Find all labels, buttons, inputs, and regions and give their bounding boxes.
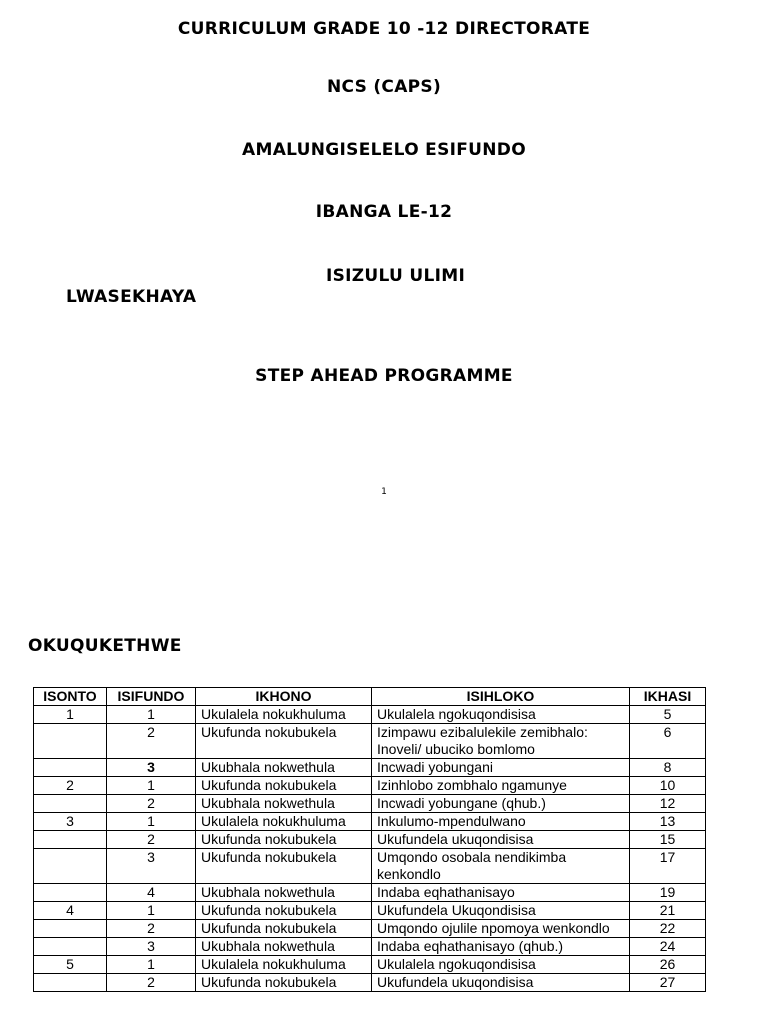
cell-isifundo: 3 bbox=[107, 759, 196, 777]
table-row bbox=[34, 884, 706, 902]
toc-heading: OKUQUKETHWE bbox=[28, 636, 182, 656]
table-row bbox=[34, 813, 706, 831]
cell-isihloko: Umqondo osobala nendikimba kenkondlo bbox=[372, 849, 630, 884]
cell-ikhono: Ukubhala nokwethula bbox=[196, 884, 372, 902]
cell-isonto bbox=[34, 795, 107, 813]
cell-ikhono: Ukulalela nokukhuluma bbox=[196, 813, 372, 831]
cell-isifundo: 1 bbox=[107, 777, 196, 795]
cell-isifundo: 1 bbox=[107, 902, 196, 920]
cell-ikhasi: 27 bbox=[630, 974, 706, 992]
table-row bbox=[34, 849, 706, 884]
cell-isonto: 3 bbox=[34, 813, 107, 831]
cell-isonto bbox=[34, 831, 107, 849]
cell-isifundo: 2 bbox=[107, 831, 196, 849]
title-step-ahead: STEP AHEAD PROGRAMME bbox=[255, 366, 513, 386]
cell-isifundo: 1 bbox=[107, 813, 196, 831]
cell-isonto: 5 bbox=[34, 956, 107, 974]
cell-ikhasi: 22 bbox=[630, 920, 706, 938]
cell-ikhasi: 26 bbox=[630, 956, 706, 974]
cell-ikhasi: 17 bbox=[630, 849, 706, 884]
col-header-isonto: ISONTO bbox=[34, 688, 107, 706]
cell-ikhasi: 12 bbox=[630, 795, 706, 813]
cell-isifundo: 4 bbox=[107, 884, 196, 902]
cell-isihloko: Umqondo ojulile npomoya wenkondlo bbox=[372, 920, 630, 938]
cell-ikhono: Ukubhala nokwethula bbox=[196, 938, 372, 956]
cell-isonto: 2 bbox=[34, 777, 107, 795]
cell-isifundo: 3 bbox=[107, 938, 196, 956]
cell-isihloko: Inkulumo-mpendulwano bbox=[372, 813, 630, 831]
cell-ikhono: Ukufunda nokubukela bbox=[196, 902, 372, 920]
cell-isonto: 1 bbox=[34, 706, 107, 724]
col-header-ikhasi: IKHASI bbox=[630, 688, 706, 706]
cell-ikhasi: 19 bbox=[630, 884, 706, 902]
title-amalungiselelo: AMALUNGISELELO ESIFUNDO bbox=[242, 140, 526, 160]
cell-isihloko: Ukufundela ukuqondisisa bbox=[372, 831, 630, 849]
cell-ikhono: Ukubhala nokwethula bbox=[196, 795, 372, 813]
table-row bbox=[34, 956, 706, 974]
cell-isihloko: Izimpawu ezibalulekile zemibhalo: Inoveli/ ubuciko bomlomo bbox=[372, 724, 630, 759]
cell-ikhono: Ukulalela nokukhuluma bbox=[196, 706, 372, 724]
cell-ikhono: Ukufunda nokubukela bbox=[196, 724, 372, 759]
cell-isihloko: Incwadi yobungane (qhub.) bbox=[372, 795, 630, 813]
table-row bbox=[34, 795, 706, 813]
title-ncs-caps: NCS (CAPS) bbox=[326, 77, 442, 97]
title-ibanga: IBANGA LE-12 bbox=[315, 202, 453, 222]
table-row bbox=[34, 777, 706, 795]
page-number: 1 bbox=[381, 487, 387, 497]
cell-ikhono: Ukufunda nokubukela bbox=[196, 974, 372, 992]
table-row bbox=[34, 974, 706, 992]
cell-isifundo: 2 bbox=[107, 795, 196, 813]
cell-ikhono: Ukubhala nokwethula bbox=[196, 759, 372, 777]
cell-ikhasi: 8 bbox=[630, 759, 706, 777]
cell-ikhasi: 24 bbox=[630, 938, 706, 956]
table-row bbox=[34, 706, 706, 724]
cell-ikhasi: 6 bbox=[630, 724, 706, 759]
table-row bbox=[34, 724, 706, 759]
cell-isonto bbox=[34, 759, 107, 777]
col-header-isifundo: ISIFUNDO bbox=[107, 688, 196, 706]
cell-isihloko: Indaba eqhathanisayo bbox=[372, 884, 630, 902]
cell-isifundo: 1 bbox=[107, 706, 196, 724]
title-lwasekhaya: LWASEKHAYA bbox=[66, 287, 197, 307]
col-header-ikhono: IKHONO bbox=[196, 688, 372, 706]
cell-isifundo: 1 bbox=[107, 956, 196, 974]
cell-isonto: 4 bbox=[34, 902, 107, 920]
cell-ikhasi: 15 bbox=[630, 831, 706, 849]
cell-isihloko: Incwadi yobungani bbox=[372, 759, 630, 777]
cell-ikhasi: 10 bbox=[630, 777, 706, 795]
table-row bbox=[34, 831, 706, 849]
cell-ikhasi: 13 bbox=[630, 813, 706, 831]
cell-ikhasi: 5 bbox=[630, 706, 706, 724]
cell-isifundo: 3 bbox=[107, 849, 196, 884]
title-isizulu: ISIZULU ULIMI bbox=[326, 266, 466, 286]
cell-ikhasi: 21 bbox=[630, 902, 706, 920]
cell-isonto bbox=[34, 920, 107, 938]
table-row bbox=[34, 902, 706, 920]
cell-ikhono: Ukufunda nokubukela bbox=[196, 849, 372, 884]
cell-isihloko: Ukufundela Ukuqondisisa bbox=[372, 902, 630, 920]
cell-isonto bbox=[34, 884, 107, 902]
table-row bbox=[34, 938, 706, 956]
cell-ikhono: Ukufunda nokubukela bbox=[196, 920, 372, 938]
cell-isonto bbox=[34, 724, 107, 759]
cell-isonto bbox=[34, 849, 107, 884]
cell-isihloko: Ukufundela ukuqondisisa bbox=[372, 974, 630, 992]
cell-isifundo: 2 bbox=[107, 724, 196, 759]
toc-header-row bbox=[34, 688, 706, 706]
cell-ikhono: Ukulalela nokukhuluma bbox=[196, 956, 372, 974]
title-directorate: CURRICULUM GRADE 10 -12 DIRECTORATE bbox=[177, 19, 591, 39]
cell-isihloko: Izinhlobo zombhalo ngamunye bbox=[372, 777, 630, 795]
cell-isihloko: Indaba eqhathanisayo (qhub.) bbox=[372, 938, 630, 956]
cell-isifundo: 2 bbox=[107, 974, 196, 992]
toc-table bbox=[33, 687, 706, 992]
table-row bbox=[34, 920, 706, 938]
cell-isihloko: Ukulalela ngokuqondisisa bbox=[372, 956, 630, 974]
cell-isifundo: 2 bbox=[107, 920, 196, 938]
table-row bbox=[34, 759, 706, 777]
col-header-isihloko: ISIHLOKO bbox=[372, 688, 630, 706]
cell-isonto bbox=[34, 974, 107, 992]
cell-isonto bbox=[34, 938, 107, 956]
cell-isihloko: Ukulalela ngokuqondisisa bbox=[372, 706, 630, 724]
cell-ikhono: Ukufunda nokubukela bbox=[196, 831, 372, 849]
cell-ikhono: Ukufunda nokubukela bbox=[196, 777, 372, 795]
